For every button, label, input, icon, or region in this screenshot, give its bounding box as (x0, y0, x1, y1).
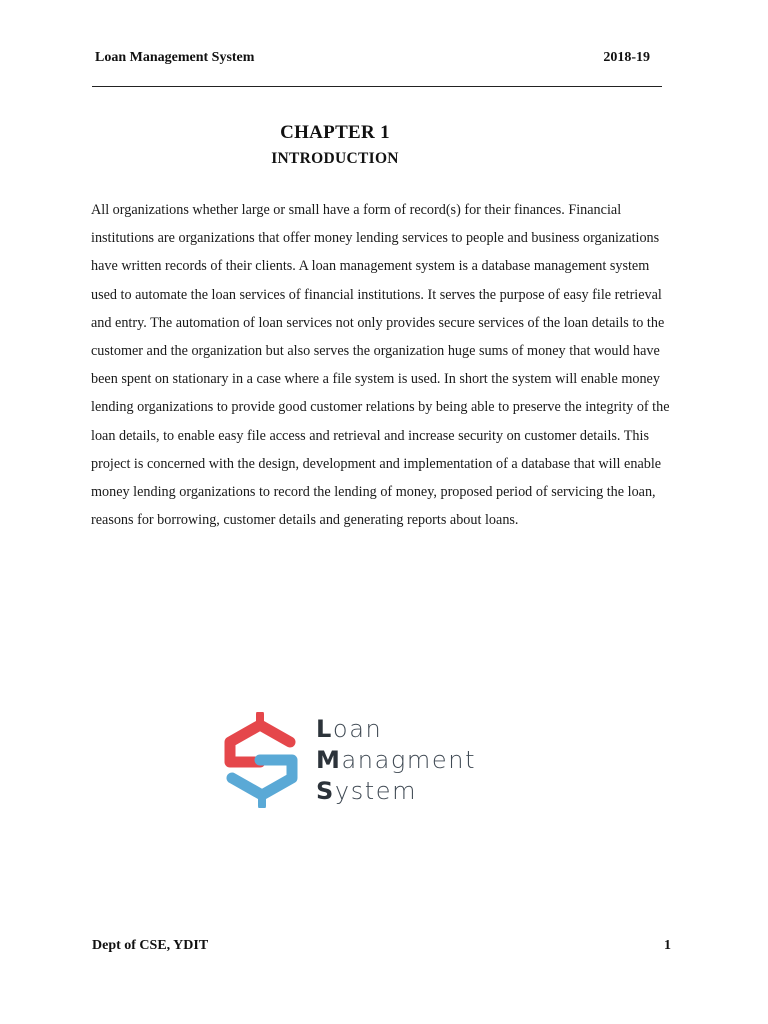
logo-wordmark (316, 714, 476, 807)
chapter-title: INTRODUCTION (271, 150, 399, 167)
body-paragraph: All organizations whether large or small have a form of record(s) for their finances. Financial institutions are organizations that offer money lending services to people and business organizations have written records of their clients. A loan management system is a database management system used to automate the loan services of financial institutions. It serves the purpose of easy file retrieval and entry. The automation of loan services not only provides secure services of the loan details to the customer and the organization but also serves the organization huge sums of money that would have been spent on stationary in a case where a file system is used. In short the system will enable money lending organizations to provide good customer relations by being able to preserve the integrity of the loan details, to enable easy file access and retrieval and increase security on customer details. This project is concerned with the design, development and implementation of a database that will enable money lending organizations to record the lending of money, proposed period of servicing the loan, reasons for borrowing, customer details and generating reports about loans. (91, 202, 670, 529)
header-year: 2018-19 (603, 50, 650, 65)
logo-line-managment: Managment (316, 746, 477, 774)
logo-line-loan: Loan (316, 715, 383, 743)
loan-management-logo (220, 712, 540, 812)
header-title: Loan Management System (95, 50, 255, 65)
page-header (92, 50, 662, 87)
footer-department: Dept of CSE, YDIT (92, 938, 209, 953)
footer-page-number: 1 (664, 938, 671, 953)
logo-line-system: System (316, 777, 418, 805)
chapter-number: CHAPTER 1 (280, 122, 390, 143)
dollar-s-hexagon-icon (220, 712, 302, 808)
